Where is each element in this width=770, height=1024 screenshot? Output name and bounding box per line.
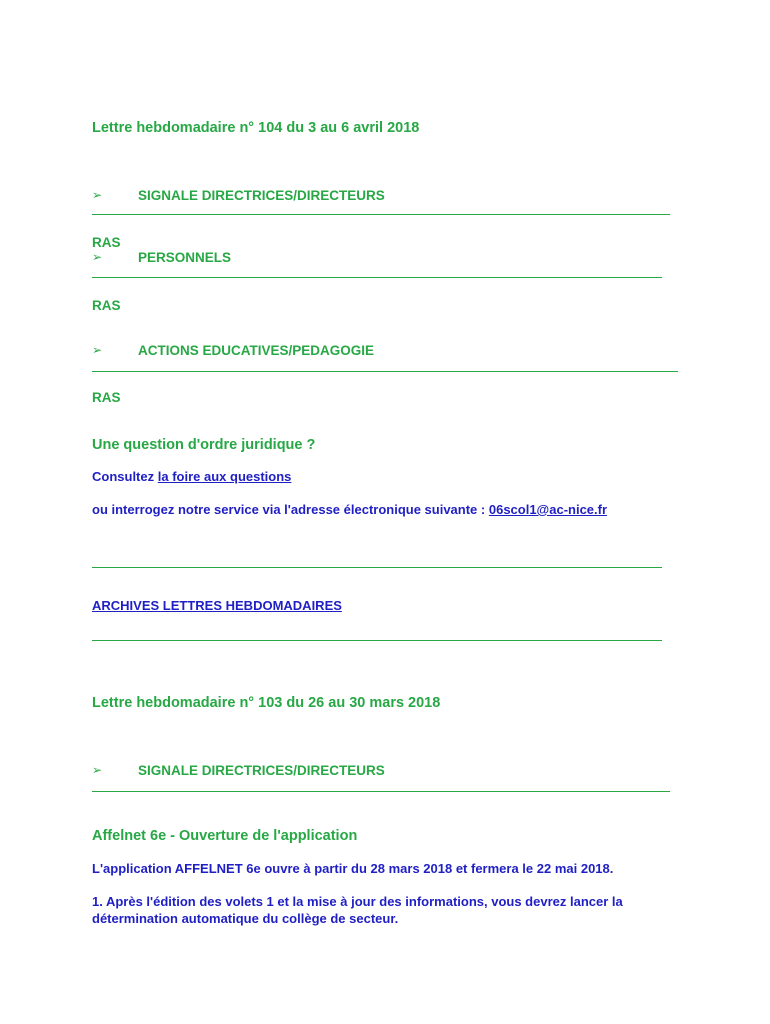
section-actions-educatives: ACTIONS EDUCATIVES/PEDAGOGIE — [138, 343, 375, 358]
legal-heading: Une question d'ordre juridique ? — [92, 437, 316, 453]
section-body: RAS — [92, 298, 121, 313]
section-body: RAS — [92, 235, 121, 250]
section-signale-directeurs: SIGNALE DIRECTRICES/DIRECTEURS — [138, 188, 385, 203]
section-personnels: PERSONNELS — [138, 250, 232, 265]
faq-link[interactable]: la foire aux questions — [157, 469, 292, 484]
bullet-arrow-icon: ➢ — [92, 250, 103, 264]
bullet-arrow-icon: ➢ — [92, 763, 103, 777]
bullet-arrow-icon: ➢ — [92, 188, 103, 202]
email-link[interactable]: 06scol1@ac-nice.fr — [488, 502, 608, 517]
archives-link[interactable]: ARCHIVES LETTRES HEBDOMADAIRES — [92, 598, 342, 613]
article-paragraph-2-line-1: 1. Après l'édition des volets 1 et la mise à jour des informations, vous devrez lancer la — [92, 894, 623, 909]
divider — [92, 567, 662, 568]
divider — [92, 371, 678, 372]
divider — [92, 277, 662, 278]
article-title: Affelnet 6e - Ouverture de l'application — [92, 828, 358, 844]
consult-prefix: Consultez — [92, 469, 155, 484]
contact-line — [92, 502, 607, 517]
consult-line — [92, 469, 291, 484]
divider — [92, 791, 670, 792]
bullet-arrow-icon: ➢ — [92, 343, 103, 357]
letter-104-title: Lettre hebdomadaire n° 104 du 3 au 6 avril 2018 — [92, 120, 420, 136]
article-paragraph-1: L'application AFFELNET 6e ouvre à partir du 28 mars 2018 et fermera le 22 mai 2018. — [92, 861, 614, 876]
article-paragraph-2-line-2: détermination automatique du collège de secteur. — [92, 911, 399, 926]
divider — [92, 214, 670, 215]
section-body: RAS — [92, 390, 121, 405]
letter-103-title: Lettre hebdomadaire n° 103 du 26 au 30 mars 2018 — [92, 695, 441, 711]
contact-text: ou interrogez notre service via l'adresse électronique suivante : — [92, 502, 486, 517]
divider — [92, 640, 662, 641]
section-signale-directeurs-103: SIGNALE DIRECTRICES/DIRECTEURS — [138, 763, 385, 778]
